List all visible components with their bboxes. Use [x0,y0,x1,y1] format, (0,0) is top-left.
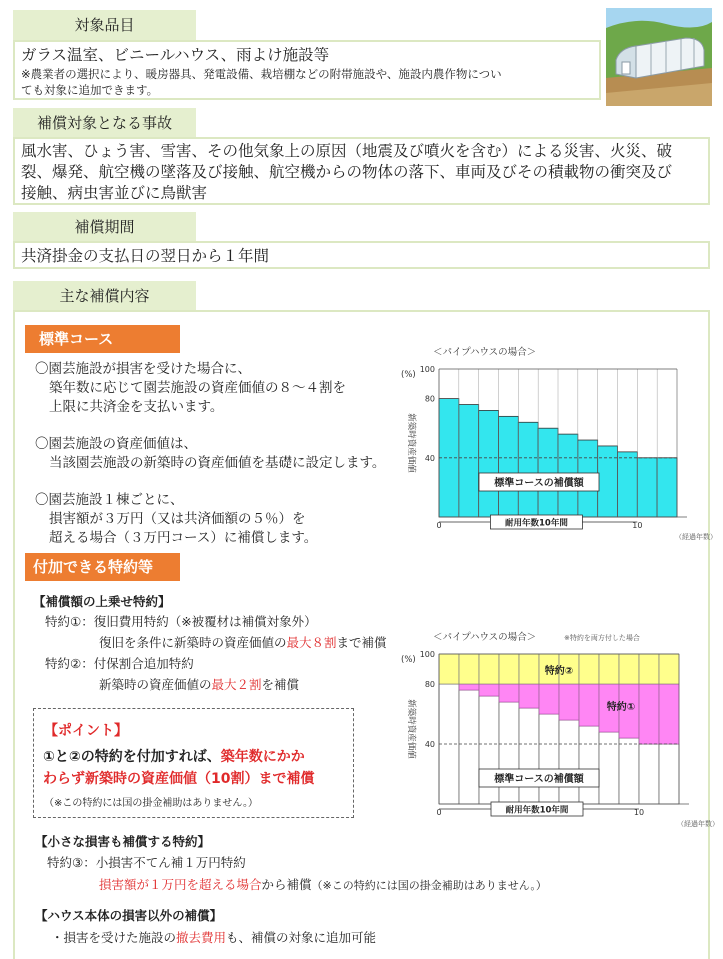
rider2-label: 特約② [544,666,574,677]
bar-standard [598,446,618,517]
x-axis-label: （経過年数） [675,533,717,541]
bar-rider1 [539,684,559,714]
standard-course-badge: 標準コース [25,325,180,353]
standard-p2b: 当該園芸施設の新築時の資産価値を基礎に設定します。 [49,455,386,471]
bar-rider1 [579,684,599,726]
bar-rider2 [479,654,499,684]
y-tick-label: 80 [424,680,435,689]
target-note-2: ても対象に追加できます。 [21,83,159,97]
bar-rider1 [639,684,659,744]
bar-standard [539,714,559,804]
bar-rider2 [579,654,599,684]
bar-rider1 [499,684,519,702]
accidents-line-3: 接触、病虫害並びに鳥獣害 [21,184,208,202]
bar-standard [459,690,479,804]
standard-p1a: 〇園芸施設が損害を受けた場合に、 [35,361,251,377]
bracket-label: 耐用年数10年間 [505,805,569,816]
x-tick-label: 10 [632,521,643,530]
standard-p2a: 〇園芸施設の資産価値は、 [35,436,197,452]
removal-cost-item: ・損害を受けた施設の撤去費用も、補償の対象に追加可能 [51,930,377,945]
riders-chart [395,622,719,828]
point-line-2: わらず新築時の資産価値（10割）まで補償 [43,771,315,787]
rider1-desc: 復旧を条件に新築時の資産価値の最大８割まで補償 [99,635,387,650]
bar-standard [599,732,619,804]
period-heading: 補償期間 [13,212,196,242]
bar-rider1 [479,684,499,696]
rider2-desc: 新築時の資産価値の最大２割を補償 [99,677,300,692]
bar-standard [657,458,677,517]
standard-p1b: 築年数に応じて園芸施設の資産価値の８～４割を [49,380,346,396]
standard-course-chart [395,345,717,541]
chart-title: ＜パイプハウスの場合＞ [433,632,537,643]
bar-standard [618,452,638,517]
chart-title: ＜パイプハウスの場合＞ [433,347,537,358]
target-box [13,40,601,100]
point-title: 【ポイント】 [44,723,128,739]
inner-label: 標準コースの補償額 [494,774,584,785]
period-box [13,241,710,269]
rider3-desc: 損害額が１万円を超える場合から補償（※この特約には国の掛金補助はありません。） [99,877,547,892]
y-unit: (%) [401,655,416,665]
bar-standard [499,416,519,517]
y-tick-label: 40 [424,453,435,463]
standard-p3b: 損害額が３万円（又は共済価額の５％）を [49,511,306,527]
rider3-title: 特約③：小損害不てん補１万円特約 [47,855,246,870]
bar-standard [459,405,479,517]
bar-standard [479,410,499,517]
y-tick-label: 100 [419,365,435,374]
y-tick-label: 40 [424,740,435,749]
bar-standard [579,726,599,804]
accidents-box [13,137,710,205]
target-main: ガラス温室、ビニールハウス、雨よけ施設等 [21,46,330,64]
rider2-title: 特約②：付保割合追加特約 [45,656,194,671]
y-unit: (%) [401,370,416,380]
standard-p3c: 超える場合（３万円コース）に補償します。 [49,530,318,546]
extra-riders-badge: 付加できる特約等 [25,553,180,581]
x-tick-label: 10 [633,808,645,817]
period-text: 共済掛金の支払日の翌日から１年間 [21,247,270,265]
standard-p3a: 〇園芸施設１棟ごとに、 [35,492,184,508]
y-axis-label: 新築時資産価値 [406,413,416,473]
bar-standard [559,720,579,804]
bar-standard [518,422,538,517]
x-axis-label: （経過年数） [677,820,719,828]
extra-h3: 【ハウス本体の損害以外の補償】 [35,908,223,923]
point-note: （※この特約には国の掛金補助はありません。） [44,798,258,809]
bar-rider1 [559,684,579,720]
bar-standard [619,738,639,804]
accidents-line-1: 風水害、ひょう害、雪害、その他気象上の原因（地震及び噴火を含む）による災害、火災、破 [21,142,673,160]
y-tick-label: 80 [424,394,435,404]
bar-standard [479,696,499,804]
extra-h2: 【小さな損害も補償する特約】 [35,834,211,849]
inner-label: 標準コースの補償額 [494,478,584,489]
point-line-1: ①と②の特約を付加すれば、築年数にかか [43,749,305,765]
bar-rider2 [659,654,679,684]
greenhouse-icon [606,8,712,106]
chart-subtitle: ※特約を両方付した場合 [564,634,640,642]
target-note: ※農業者の選択により、暖房器具、発電設備、栽培棚などの附帯施設や、施設内農作物につい [21,67,502,81]
bar-rider2 [499,654,519,684]
standard-p1c: 上限に共済金を支払います。 [49,399,224,415]
bar-rider2 [639,654,659,684]
extra-h1: 【補償額の上乗せ特約】 [33,594,171,609]
bar-rider1 [519,684,539,708]
accidents-heading: 補償対象となる事故 [13,108,196,138]
x-tick-label: 0 [436,808,442,817]
rider1-title: 特約①：復旧費用特約（※被覆材は補償対象外） [45,614,317,629]
bar-rider2 [619,654,639,684]
y-tick-label: 100 [419,650,435,659]
rider1-label: 特約① [606,702,636,713]
bar-standard [659,744,679,804]
main-heading: 主な補償内容 [13,281,196,311]
bar-rider2 [439,654,459,684]
bar-standard [637,458,657,517]
accidents-line-2: 裂、爆発、航空機の墜落及び接触、航空機からの物体の落下、車両及びその積載物の衝突及び [21,163,673,181]
bar-rider1 [659,684,679,744]
bar-standard [519,708,539,804]
y-axis-label: 新築時資産価値 [406,699,416,759]
bar-standard [639,744,659,804]
target-heading: 対象品目 [13,10,196,40]
bar-rider2 [459,654,479,684]
bar-standard [499,702,519,804]
x-tick-label: 0 [436,521,442,530]
bar-rider1 [459,684,479,690]
bar-rider2 [599,654,619,684]
bracket-label: 耐用年数10年間 [505,518,568,529]
bar-rider2 [519,654,539,684]
